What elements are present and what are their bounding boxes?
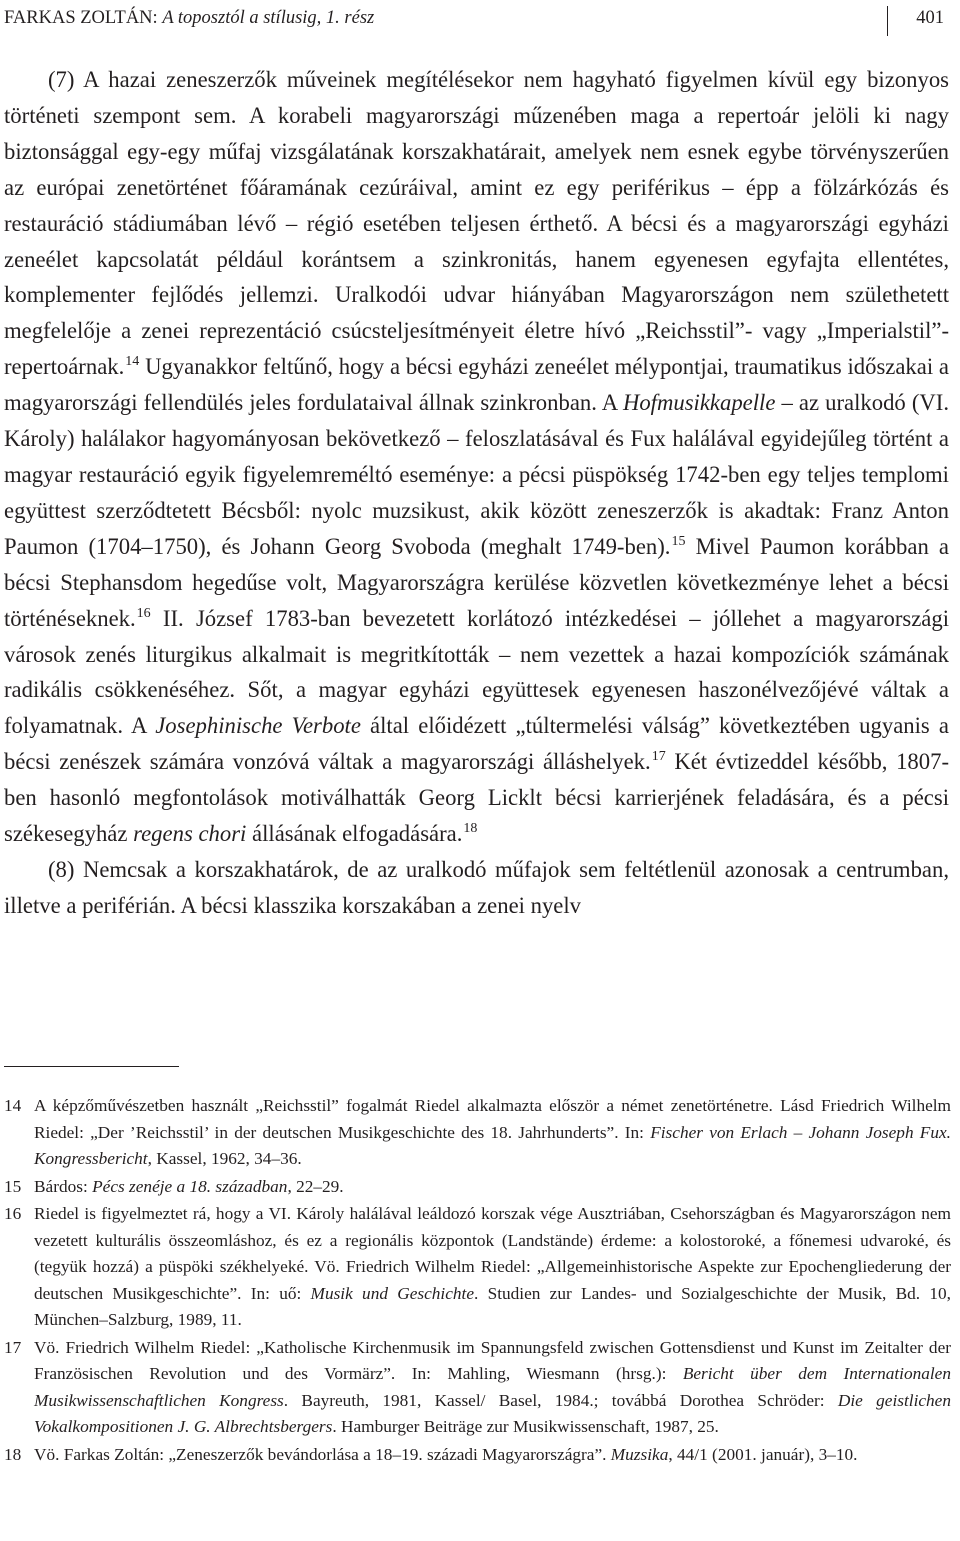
italic-run: Die geistlichen Vokalkompositionen J. G. Albrechtsbergers (34, 1390, 951, 1436)
footnote-ref: 14 (125, 354, 140, 370)
text-run: , Kassel, 1962, 34–36. (147, 1149, 302, 1168)
italic-run: Bericht über dem Internationalen Musikwissenschaftlichen Kongress (34, 1364, 951, 1410)
footnote-text (34, 1201, 951, 1334)
header-divider (887, 6, 888, 36)
footnote-ref: 18 (463, 821, 478, 837)
footnote-16 (4, 1201, 951, 1334)
running-header (4, 6, 952, 40)
footnote-ref: 17 (651, 749, 666, 765)
footnote-number: 16 (4, 1204, 22, 1223)
italic-run: Fischer von Erlach – Johann Joseph Fux. Kongressbericht (34, 1122, 951, 1168)
text-run: állásának elfogadására. (246, 821, 463, 847)
text-run: A képzőművészetben használt „Reichsstil” fogalmát Riedel alkalmazta először a német zenetörténetre. Lásd Friedrich Wilhelm Riedel: „Der ’Reichsstil’ in der deutschen Musikgeschichte des 18. Jahrhunderts”. In: (34, 1096, 951, 1142)
text-run: által előidézett „túltermelési válság” következtében ugyanis a bécsi zenészek számára vonzóvá váltak a magyarországi álláshelyek. (4, 713, 949, 775)
footnote-18 (4, 1442, 951, 1469)
footnote-text (34, 1442, 951, 1469)
text-run: II. József 1783-ban bevezetett korlátozó intézkedései – jóllehet a magyarországi városok zenés liturgikus alkalmait is megritkították – nem vezettek a hazai kompozíciók számának radikális csökkenéséhez. Sőt, a magyar egyházi együttesek egyenesen haszonélvezőjévé váltak a folyamatnak. A (4, 605, 949, 739)
text-run: Mivel Paumon korábban a bécsi Stephansdom hegedűse volt, Magyarországra kerülése közvetlen következménye lehet a bécsi történéseknek. (4, 533, 949, 631)
running-title-work: A toposztól a stílusig, 1. rész (162, 8, 375, 28)
footnote-number: 17 (4, 1337, 22, 1357)
text-run: , 22–29. (287, 1176, 344, 1196)
footnotes (4, 1093, 951, 1469)
italic-run: Musik und Geschichte (310, 1283, 475, 1303)
footnote-ref: 15 (671, 533, 686, 549)
text-run: Bárdos: (34, 1176, 93, 1196)
footnote-number: 18 (4, 1444, 22, 1464)
footnote-separator (4, 1066, 179, 1067)
main-text (4, 62, 949, 924)
italic-run: Hofmusikkapelle (622, 390, 776, 416)
text-run: . Bayreuth, 1981, Kassel/ Basel, 1984.; továbbá Dorothea Schröder: (283, 1390, 838, 1410)
italic-run: Josephinische Verbote (155, 713, 361, 739)
footnote-14 (4, 1093, 951, 1173)
footnote-15 (4, 1174, 951, 1201)
text-run: Vö. Farkas Zoltán: „Zeneszerzők bevándorlása a 18–19. századi Magyarországra”. (34, 1444, 611, 1464)
page-number: 401 (916, 8, 944, 28)
running-title-author: FARKAS ZOLTÁN: (4, 8, 158, 28)
text-run: (8) Nemcsak a korszakhatárok, de az uralkodó műfajok sem feltétlenül azonosak a centrumban, illetve a periférián. A bécsi klasszika korszakában a zenei nyelv (4, 856, 949, 918)
text-run: (7) A hazai zeneszerzők műveinek megítélésekor nem hagyható figyelmen kívül egy bizonyos történeti szempont sem. A korabeli magyarországi műzenében maga a repertoár jelöli ki nagy biztonsággal egy-egy műfaj vizsgálatának korszakhatárait, amelyek nem esnek egybe törvényszerűen az európai zenetörténet főáramának cezúráival, amint ez egy periférikus – épp a fölzárkózás és restauráció stádiumában lévő – régió esetében teljesen érthető. A bécsi és a magyarországi egyházi zeneélet kapcsolatát például korántsem a szinkronitás, hanem egyenesen egyfajta ellentétes, komplementer fejlődés jellemzi. Uralkodói udvar hiányában Magyarországon nem születhetett megfelelője a zenei reprezentáció csúcsteljesítményeit életre hívó „Reichsstil”- vagy „Imperialstil”-repertoárnak. (4, 67, 949, 380)
footnote-text (34, 1174, 951, 1201)
text-run: Riedel is figyelmeztet rá, hogy a VI. Károly halálával leáldozó korszak vége Ausztriában, Csehországban és Magyarországon nem vezetett kulturális összeomláshoz, és ez a regionális központok (Landstände) érdeme: a kolostoroké, a főnemesi udvaroké, és (tegyük hozzá) a püspöki székhelyeké. Vö. Friedrich Wilhelm Riedel: „Allgemeinhistorische Aspekte zur Epochengliederung der deutschen Musikgeschichte”. In: uő: (34, 1204, 951, 1303)
text-run: Két évtizeddel később, 1807-ben hasonló megfontolások motiválhatták Georg Licklt bécsi karrierjének feladására, és a pécsi székesegyház (4, 749, 949, 847)
text-run: Vö. Friedrich Wilhelm Riedel: „Katholische Kirchenmusik im Spannungsfeld zwischen Gottensdienst und Kunst im Zeitalter der Französischen Revolution und des Vormärz”. In: Mahling, Wiesmann (hrsg.): (34, 1337, 951, 1383)
text-run: . Hamburger Beiträge zur Musikwissenschaft, 1987, 25. (332, 1417, 719, 1436)
text-run: . Studien zur Landes- und Sozialgeschichte der Musik, Bd. 10, München–Salzburg, 1989, 11. (34, 1283, 951, 1329)
text-run: , 44/1 (2001. január), 3–10. (668, 1444, 858, 1464)
italic-run: Pécs zenéje a 18. században (92, 1176, 288, 1196)
italic-run: Muzsika (610, 1444, 669, 1464)
running-title (4, 8, 374, 29)
paragraph-7 (4, 62, 949, 852)
text-run: Ugyanakkor feltűnő, hogy a bécsi egyházi zeneélet mélypontjai, traumatikus időszakai a magyarországi fellendülés jeles fordulataival állnak szinkronban. A (4, 354, 949, 416)
footnote-number: 14 (4, 1096, 22, 1115)
footnote-number: 15 (4, 1176, 22, 1196)
footnote-17 (4, 1335, 951, 1441)
text-run: – az uralkodó (VI. Károly) halálakor hagyományosan bekövetkező – feloszlatásával és Fux halálával egyidejűleg történt a magyar restauráció egyik figyelemreméltó eseménye: a pécsi püspökség 1742-ben egy teljes templomi együttest szerződtetett Bécsből: nyolc muzsikust, akik között zeneszerzők is akadtak: Franz Anton Paumon (1704–1750), és Johann Georg Svoboda (meghalt 1749-ben). (4, 390, 950, 559)
italic-run: regens chori (133, 821, 247, 847)
paragraph-8 (4, 852, 949, 924)
footnote-text (34, 1335, 951, 1441)
footnote-ref: 16 (136, 605, 151, 621)
footnote-text (34, 1093, 951, 1173)
